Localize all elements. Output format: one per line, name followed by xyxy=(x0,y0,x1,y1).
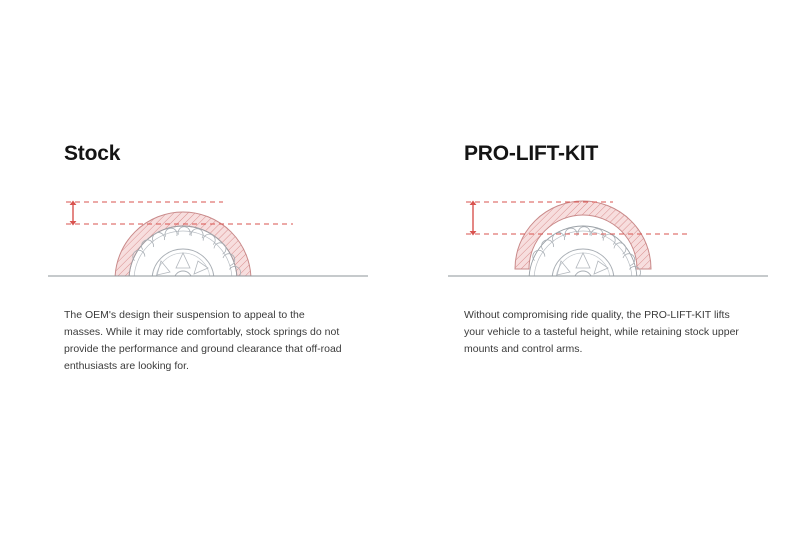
figure-pro-lift-kit xyxy=(448,190,768,300)
gap-arrow-head-bottom xyxy=(70,221,77,226)
panel-pro-lift-kit xyxy=(400,0,800,534)
wheel-hub xyxy=(574,271,592,289)
panel-caption-pro-lift-kit xyxy=(464,307,742,358)
figure-stock xyxy=(48,190,368,300)
gap-arrow-head-top xyxy=(70,201,77,206)
wheel-hub-center xyxy=(580,277,586,283)
panel-title-stock: Stock xyxy=(64,142,121,165)
wheel-rim-outer xyxy=(552,249,614,311)
gap-arrow-head-bottom xyxy=(470,231,477,236)
caption-text: The OEM's design their suspension to appeal to the masses. While it may ride comfortably, stock springs do not provide the performance and ground clearance that off-road enthusiasts are looking for. xyxy=(64,309,342,372)
caption-text: Without compromising ride quality, the PRO-LIFT-KIT lifts your vehicle to a tasteful height, while retaining stock upper mounts and control arms. xyxy=(464,309,739,355)
wheel-rim-outer xyxy=(152,249,214,311)
panel-title-pro-lift-kit: PRO-LIFT-KIT xyxy=(464,142,599,165)
gap-arrow-head-top xyxy=(470,201,477,206)
wheel-hub-center xyxy=(180,277,186,283)
panel-caption-stock xyxy=(64,307,342,375)
wheel-hub xyxy=(174,271,192,289)
